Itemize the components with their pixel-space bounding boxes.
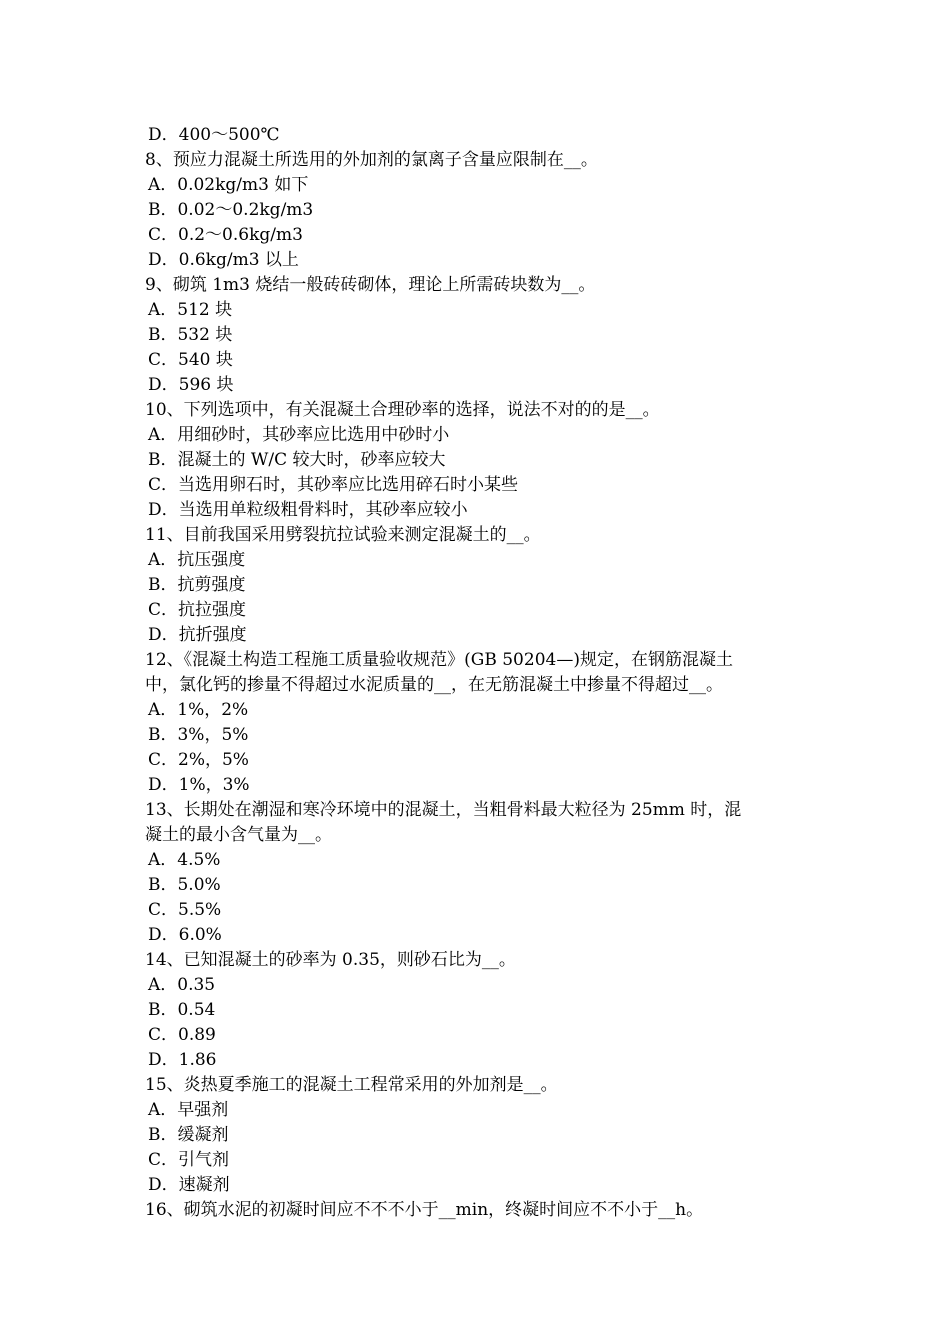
answer-option: C．当选用卵石时，其砂率应比选用碎石时小某些 (148, 475, 519, 495)
answer-option: C．0.2～0.6kg/m3 (148, 225, 303, 245)
answer-option: A．0.35 (148, 975, 216, 995)
answer-option: A．1%，2% (148, 700, 249, 720)
question-text: 10、下列选项中，有关混凝土合理砂率的选择，说法不对的的是__。 (145, 400, 660, 420)
answer-option: C．5.5% (148, 900, 222, 920)
answer-option: D．抗折强度 (148, 625, 247, 645)
answer-option: B．532 块 (148, 325, 233, 345)
question-text: 8、预应力混凝土所选用的外加剂的氯离子含量应限制在__。 (145, 150, 598, 170)
answer-option: D．0.6kg/m3 以上 (148, 250, 299, 270)
answer-option: D．400～500℃ (148, 125, 280, 145)
document-page (145, 123, 810, 1223)
answer-option: B．抗剪强度 (148, 575, 246, 595)
answer-option: D．当选用单粒级粗骨料时，其砂率应较小 (148, 500, 468, 520)
answer-option: B．3%，5% (148, 725, 249, 745)
answer-option: A．512 块 (148, 300, 233, 320)
question-text: 13、长期处在潮湿和寒冷环境中的混凝土，当粗骨料最大粒径为 25mm 时，混 (145, 800, 742, 820)
question-text: 9、砌筑 1m3 烧结一般砖砖砌体，理论上所需砖块数为__。 (145, 275, 596, 295)
answer-option: C．2%，5% (148, 750, 249, 770)
answer-option: A．4.5% (148, 850, 221, 870)
answer-option: A．抗压强度 (148, 550, 246, 570)
question-text: 12、《混凝土构造工程施工质量验收规范》(GB 50204—)规定，在钢筋混凝土 (145, 650, 733, 670)
answer-option: D．6.0% (148, 925, 222, 945)
answer-option: C．540 块 (148, 350, 233, 370)
answer-option: D．速凝剂 (148, 1175, 230, 1195)
answer-option: A．早强剂 (148, 1100, 229, 1120)
question-text: 14、已知混凝土的砂率为 0.35，则砂石比为__。 (145, 950, 516, 970)
answer-option: B．0.02～0.2kg/m3 (148, 200, 314, 220)
question-text: 16、砌筑水泥的初凝时间应不不不小于__min，终凝时间应不不小于__h。 (145, 1200, 704, 1220)
question-text: 15、炎热夏季施工的混凝土工程常采用的外加剂是__。 (145, 1075, 558, 1095)
answer-option: B．5.0% (148, 875, 221, 895)
answer-option: A．用细砂时，其砂率应比选用中砂时小 (148, 425, 450, 445)
answer-option: C．抗拉强度 (148, 600, 247, 620)
answer-option: B．0.54 (148, 1000, 216, 1020)
answer-option: B．混凝土的 W/C 较大时，砂率应较大 (148, 450, 446, 470)
answer-option: C．引气剂 (148, 1150, 230, 1170)
answer-option: A．0.02kg/m3 如下 (148, 175, 309, 195)
question-text: 中，氯化钙的掺量不得超过水泥质量的__，在无筋混凝土中掺量不得超过__。 (145, 675, 723, 695)
question-text: 凝土的最小含气量为__。 (145, 825, 332, 845)
answer-option: C．0.89 (148, 1025, 216, 1045)
answer-option: B．缓凝剂 (148, 1125, 229, 1145)
answer-option: D．1%，3% (148, 775, 250, 795)
answer-option: D．596 块 (148, 375, 234, 395)
question-list (145, 123, 810, 1223)
answer-option: D．1.86 (148, 1050, 217, 1070)
question-text: 11、目前我国采用劈裂抗拉试验来测定混凝土的__。 (145, 525, 541, 545)
